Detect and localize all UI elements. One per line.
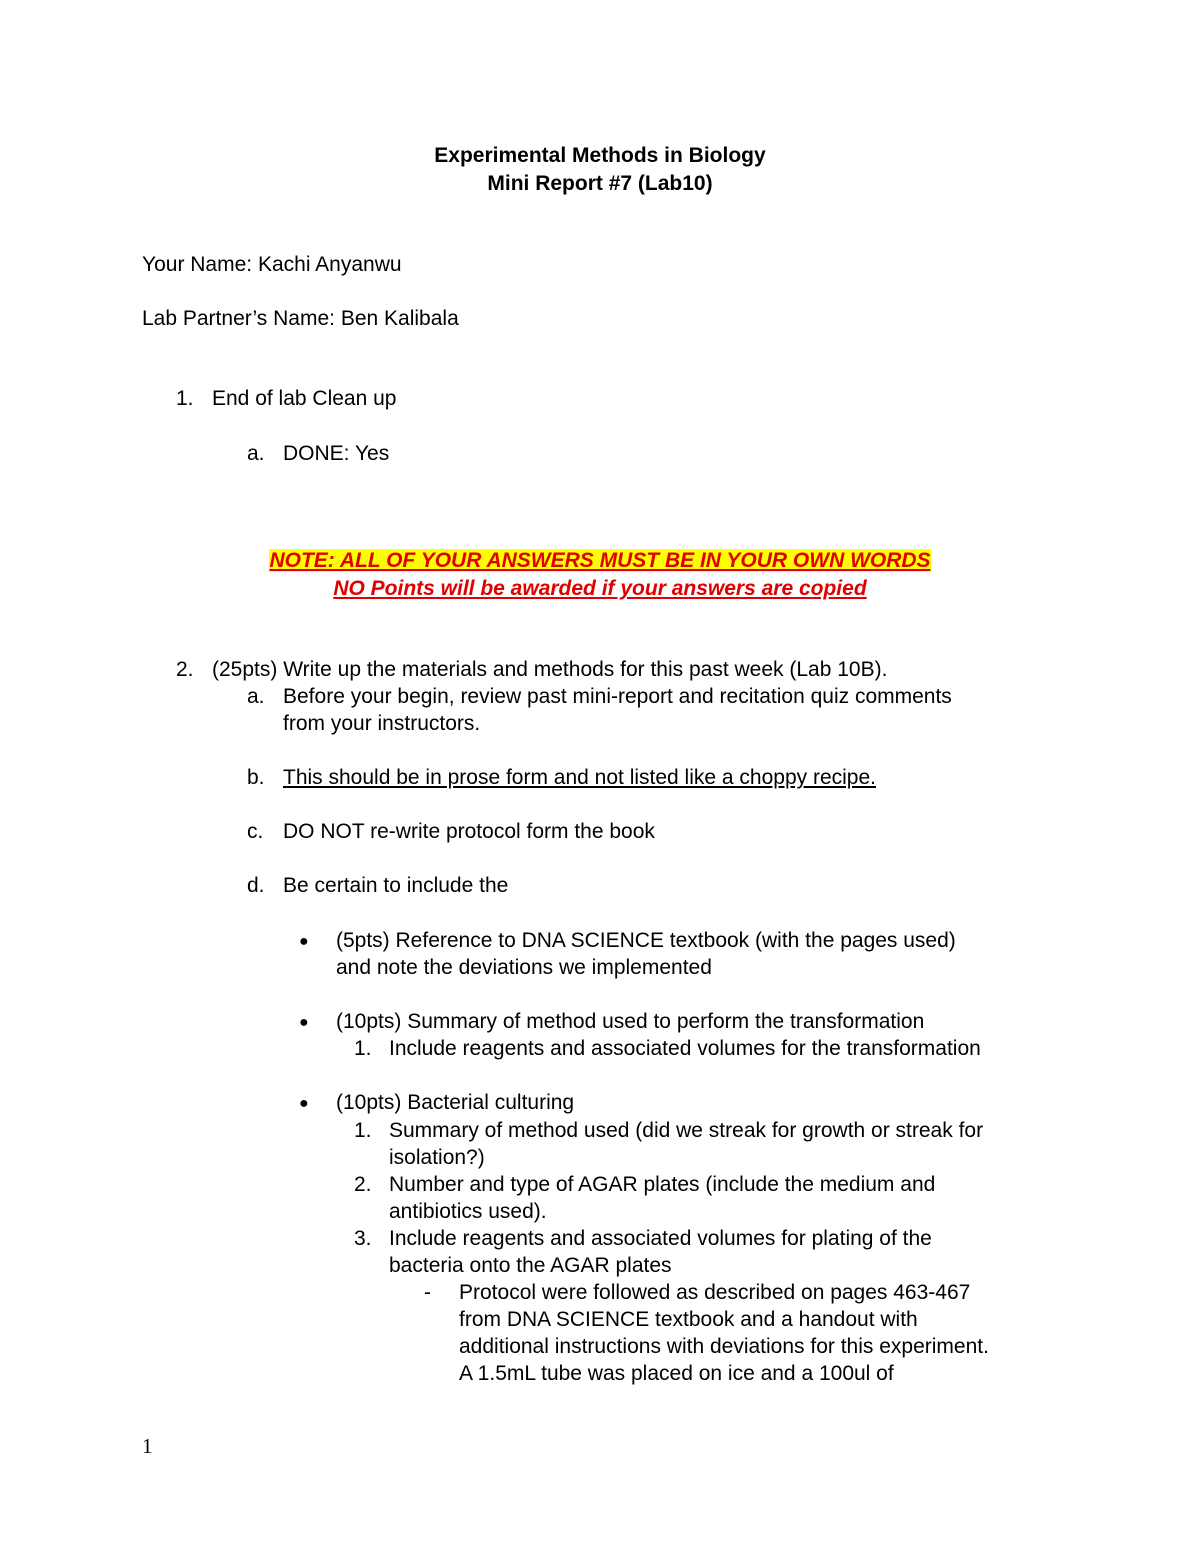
student-name: Your Name: Kachi Anyanwu xyxy=(142,253,402,276)
page-number: 1 xyxy=(142,1434,153,1458)
q2-d-marker: d. xyxy=(247,874,265,897)
q2-a-line-2: from your instructors. xyxy=(283,712,481,735)
document-title: Experimental Methods in Biology xyxy=(434,144,766,167)
q1-a-marker: a. xyxy=(247,442,265,465)
bullet-3-sub-3-line-2: bacteria onto the AGAR plates xyxy=(389,1254,672,1277)
answer-line-2: from DNA SCIENCE textbook and a handout with xyxy=(459,1308,918,1331)
bullet-3-sub-2-line-1: Number and type of AGAR plates (include the medium and xyxy=(389,1173,936,1196)
bullet-2-line-1: (10pts) Summary of method used to perform the transformation xyxy=(336,1010,925,1033)
bullet-3-sub-2-num: 2. xyxy=(354,1173,372,1196)
q1-a-text: DONE: Yes xyxy=(283,442,390,465)
q2-number: 2. xyxy=(176,658,194,681)
answer-dash: - xyxy=(424,1281,431,1304)
answer-line-4: A 1.5mL tube was placed on ice and a 100ul of xyxy=(459,1362,894,1385)
bullet-1-line-2: and note the deviations we implemented xyxy=(336,956,712,979)
note-line-2 xyxy=(0,575,1200,602)
q2-c-text: DO NOT re-write protocol form the book xyxy=(283,820,655,843)
q2-a-marker: a. xyxy=(247,685,265,708)
partner-name: Lab Partner’s Name: Ben Kalibala xyxy=(142,307,459,330)
bullet-3-sub-1-line-2: isolation?) xyxy=(389,1146,485,1169)
bullet-3-sub-3-line-1: Include reagents and associated volumes for plating of the xyxy=(389,1227,932,1250)
q1-number: 1. xyxy=(176,387,194,410)
bullet-2-sub-1-num: 1. xyxy=(354,1037,372,1060)
q2-a-line-1: Before your begin, review past mini-report and recitation quiz comments xyxy=(283,685,952,708)
bullet-3-sub-3-num: 3. xyxy=(354,1227,372,1250)
bullet-1-line-1: (5pts) Reference to DNA SCIENCE textbook (with the pages used) xyxy=(336,929,956,952)
bullet-icon: ● xyxy=(299,1014,309,1031)
q2-c-marker: c. xyxy=(247,820,264,843)
answer-line-3: additional instructions with deviations for this experiment. xyxy=(459,1335,989,1358)
note-copy-warning: NO Points will be awarded if your answers are copied xyxy=(333,577,867,600)
bullet-3-sub-2-line-2: antibiotics used). xyxy=(389,1200,547,1223)
bullet-icon: ● xyxy=(299,933,309,950)
q1-text: End of lab Clean up xyxy=(212,387,397,410)
q2-text: (25pts) Write up the materials and methods for this past week (Lab 10B). xyxy=(212,658,888,681)
bullet-icon: ● xyxy=(299,1095,309,1112)
document-subtitle: Mini Report #7 (Lab10) xyxy=(487,172,713,195)
q2-b-text: This should be in prose form and not listed like a choppy recipe. xyxy=(283,766,876,789)
bullet-2-sub-1-text: Include reagents and associated volumes for the transformation xyxy=(389,1037,981,1060)
q2-d-text: Be certain to include the xyxy=(283,874,509,897)
answer-line-1: Protocol were followed as described on pages 463-467 xyxy=(459,1281,971,1304)
note-warning: NOTE: ALL OF YOUR ANSWERS MUST BE IN YOUR OWN WORDS xyxy=(269,549,931,572)
q2-b-marker: b. xyxy=(247,766,265,789)
bullet-3-line-1: (10pts) Bacterial culturing xyxy=(336,1091,575,1114)
bullet-3-sub-1-line-1: Summary of method used (did we streak for growth or streak for xyxy=(389,1119,984,1142)
note-line-1 xyxy=(0,547,1200,574)
bullet-3-sub-1-num: 1. xyxy=(354,1119,372,1142)
